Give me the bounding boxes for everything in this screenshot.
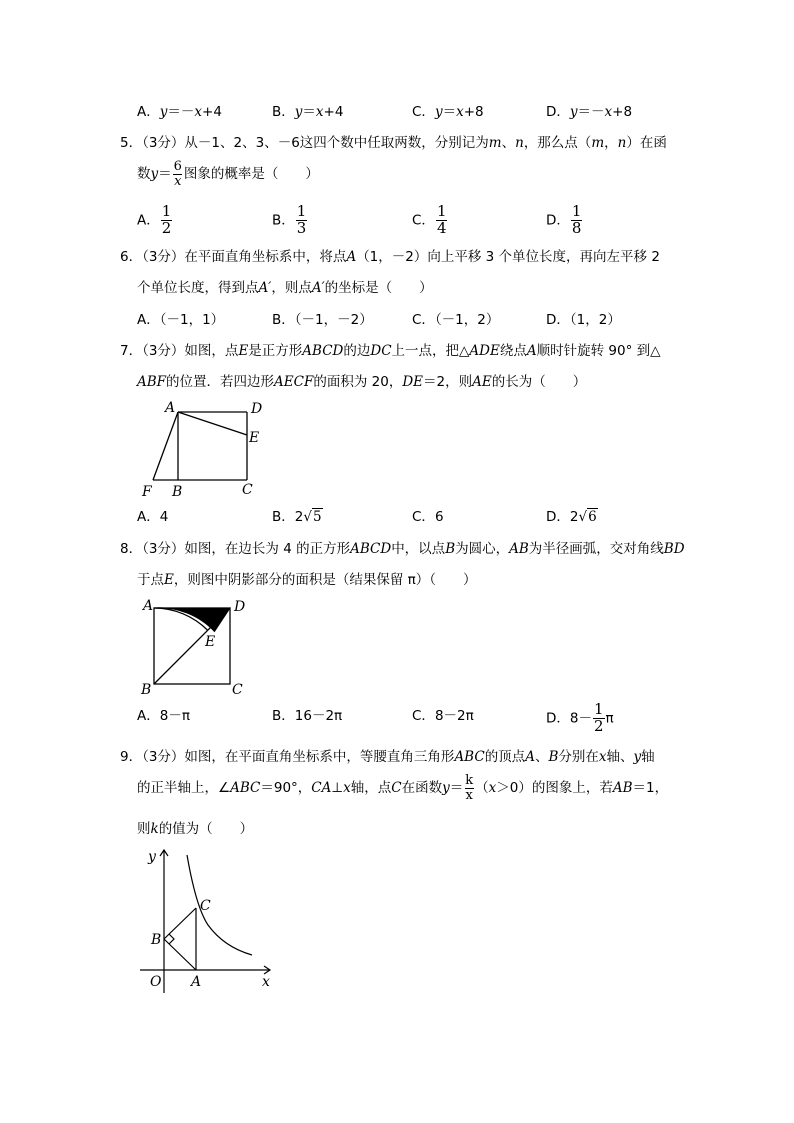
q8-diagonal-bd bbox=[154, 608, 230, 684]
q8-figure bbox=[138, 596, 258, 700]
q5-option-d[interactable]: D． $\frac{1}{8}$ bbox=[546, 202, 582, 237]
q9-figure bbox=[140, 845, 280, 995]
q7-stem-line2: ABF的位置．若四边形AECF的面积为 20，DE＝2，则AE的长为（ ） bbox=[137, 374, 587, 390]
q4-option-d[interactable]: D．y＝－x+8 bbox=[546, 104, 633, 120]
q8-option-d[interactable]: D．8－ $\frac{1}{2}$ π bbox=[546, 700, 614, 735]
q9-stem-line3: 则k的值为（ ） bbox=[137, 821, 254, 837]
q8-label-a: A bbox=[143, 598, 154, 614]
q4-option-b[interactable]: B．y＝x+4 bbox=[272, 104, 344, 120]
q9-label-a: A bbox=[191, 974, 202, 990]
q8-option-a[interactable]: A．8－π bbox=[137, 708, 190, 724]
q7-option-d[interactable]: D．2√6 bbox=[546, 509, 597, 525]
q5-fraction: $\frac{6}{x}$ bbox=[173, 159, 182, 189]
q8-label-c: C bbox=[232, 682, 243, 698]
q7-label-d: D bbox=[251, 401, 263, 417]
q9-label-y: y bbox=[148, 849, 156, 865]
q6-option-a[interactable]: A．（－1，1） bbox=[137, 312, 225, 328]
q7-option-a[interactable]: A．4 bbox=[137, 509, 169, 525]
q5-stem-line1: 5．（3分）从－1、2、3、－6这四个数中任取两数，分别记为m、n，那么点（m，n）在函 bbox=[120, 135, 667, 151]
q9-label-x: x bbox=[262, 974, 270, 990]
q8-stem-line1: 8．（3分）如图，在边长为 4 的正方形ABCD中，以点B为圆心，AB为半径画弧，交对角线BD bbox=[120, 541, 685, 557]
q9-stem-line2: 的正半轴上，∠ABC＝90°，CA⊥x轴，点C在函数y＝ $\frac{k}{x}$ （x＞0）的图象上，若AB＝1， bbox=[137, 773, 669, 803]
q5-option-b[interactable]: B． $\frac{1}{3}$ bbox=[272, 202, 307, 237]
q7-option-b[interactable]: B．2√5 bbox=[272, 509, 322, 525]
q6-stem-line2: 个单位长度，得到点A′，则点A′的坐标是（ ） bbox=[137, 280, 433, 296]
q8-label-b: B bbox=[141, 682, 152, 698]
q8-label-d: D bbox=[234, 599, 246, 615]
q9-hyperbola bbox=[187, 855, 252, 955]
q9-label-b: B bbox=[151, 932, 162, 948]
q6-stem-line1: 6．（3分）在平面直角坐标系中，将点A（1，－2）向上平移 3 个单位长度，再向左平移 2 bbox=[120, 249, 660, 265]
q5-stem-line2: 数y＝ $\frac{6}{x}$ 图象的概率是（ ） bbox=[137, 159, 319, 189]
q6-option-d[interactable]: D．（1，2） bbox=[546, 312, 621, 328]
q9-label-o: O bbox=[150, 974, 162, 990]
q7-stem-line1: 7．（3分）如图，点E是正方形ABCD的边DC上一点，把△ADE绕点A顺时针旋转 90° 到△ bbox=[120, 343, 661, 359]
q9-right-angle-mark bbox=[169, 934, 174, 944]
q5-option-a[interactable]: A． $\frac{1}{2}$ bbox=[137, 202, 172, 237]
q9-stem-line1: 9．（3分）如图，在平面直角坐标系中，等腰直角三角形ABC的顶点A、B分别在x轴、y轴 bbox=[120, 749, 655, 765]
q7-label-f: F bbox=[142, 484, 152, 500]
q7-segment-ae bbox=[178, 412, 247, 435]
q8-stem-line2: 于点E，则图中阴影部分的面积是（结果保留 π）（ ） bbox=[137, 572, 477, 588]
q7-label-b: B bbox=[172, 484, 183, 500]
q7-option-c[interactable]: C．6 bbox=[412, 509, 444, 525]
q4-option-c[interactable]: C．y＝x+8 bbox=[412, 104, 484, 120]
q6-option-b[interactable]: B．（－1，－2） bbox=[272, 312, 373, 328]
q7-figure bbox=[135, 398, 275, 503]
q8-option-b[interactable]: B．16－2π bbox=[272, 708, 343, 724]
q7-label-c: C bbox=[242, 482, 253, 498]
q6-option-c[interactable]: C．（－1，2） bbox=[412, 312, 500, 328]
q5-option-c[interactable]: C． $\frac{1}{4}$ bbox=[412, 202, 447, 237]
q7-label-e: E bbox=[249, 430, 260, 446]
q8-option-c[interactable]: C．8－2π bbox=[412, 708, 474, 724]
q8-label-e: E bbox=[205, 634, 216, 650]
q9-label-c: C bbox=[200, 898, 211, 914]
q7-side-af bbox=[153, 412, 178, 480]
q4-option-a[interactable]: A．y＝－x+4 bbox=[137, 104, 222, 120]
q7-label-a: A bbox=[165, 400, 176, 416]
